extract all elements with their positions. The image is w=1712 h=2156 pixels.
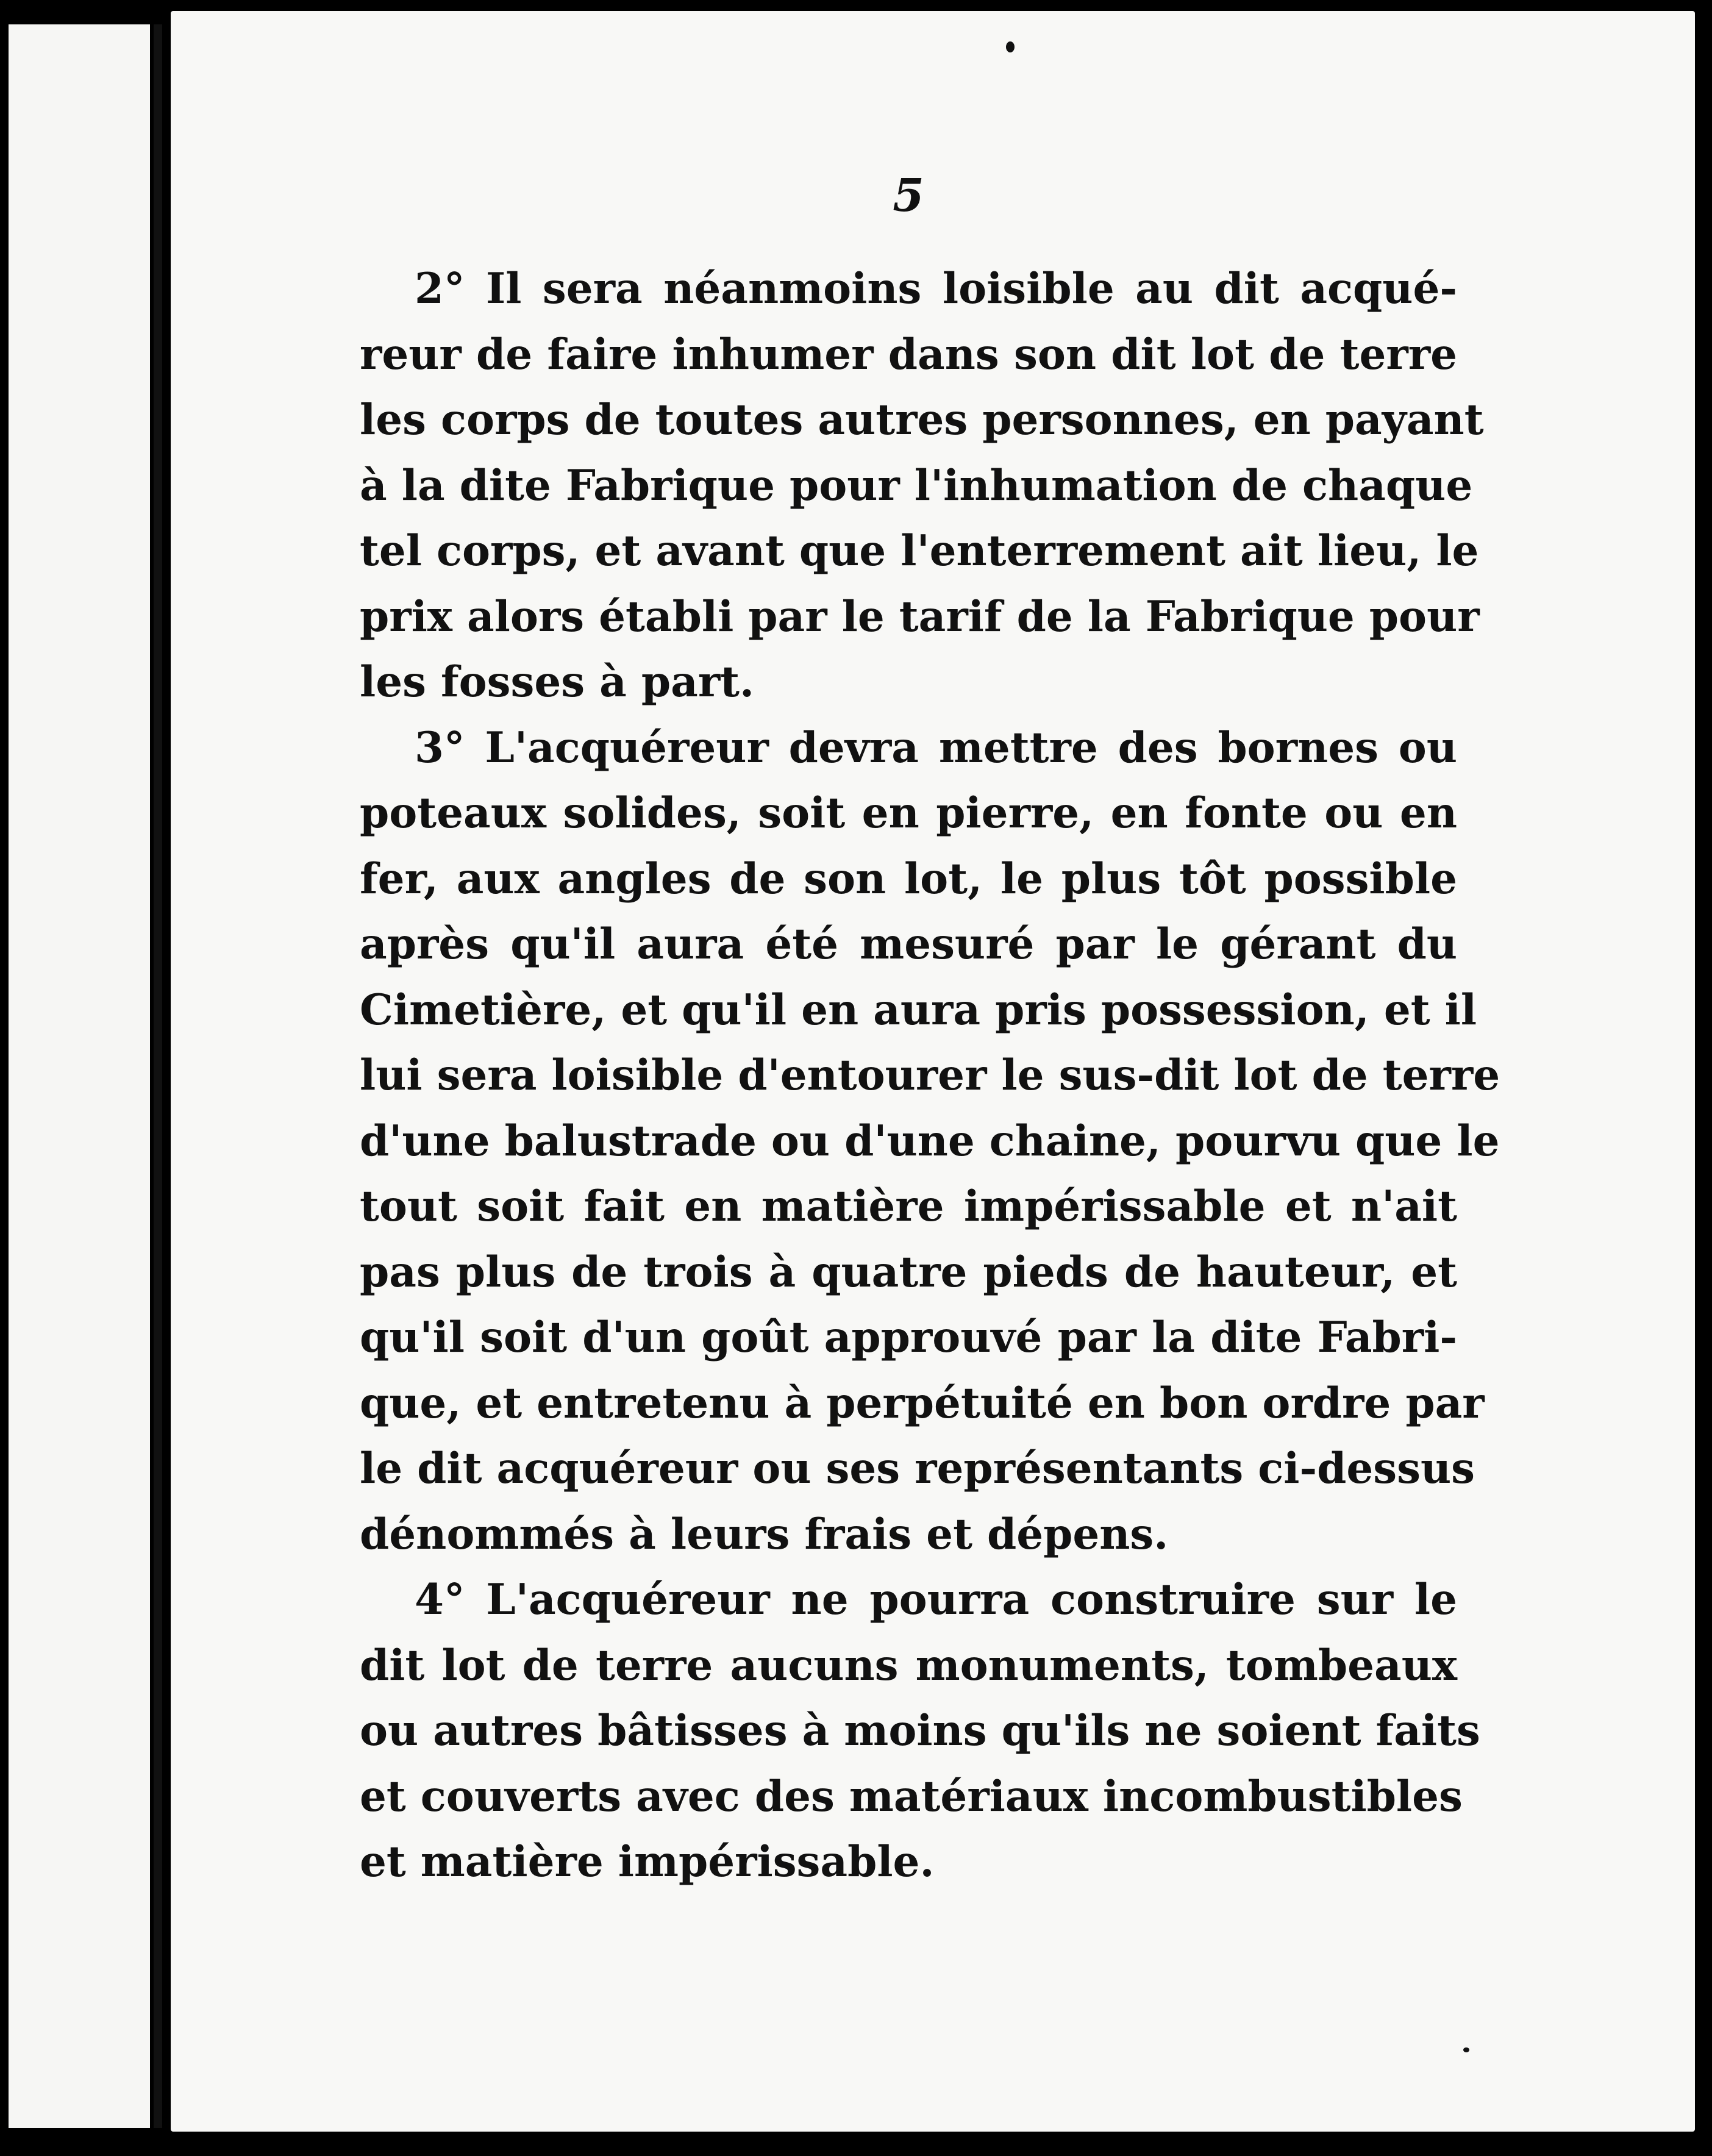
ink-speck (1006, 41, 1015, 52)
previous-page-edge (9, 24, 150, 2128)
text-line: d'une balustrade ou d'une chaine, pourvu que le (360, 1116, 1500, 1166)
ink-speck (1463, 2047, 1469, 2052)
text-line: lui sera loisible d'entourer le sus-dit lot de terre (360, 1051, 1500, 1100)
text-line: dénommés à leurs frais et dépens. (360, 1509, 1169, 1559)
text-line: tel corps, et avant que l'enterrement ait lieu, le (360, 526, 1479, 576)
text-line: et couverts avec des matériaux incombustibles (360, 1771, 1463, 1821)
text-line: les corps de toutes autres personnes, en payant (360, 395, 1484, 444)
page-number: 5 (893, 170, 924, 222)
paragraph-3 (360, 715, 1500, 1568)
binding-shadow (154, 24, 162, 2128)
text-line: reur de faire inhumer dans son dit lot de terre (360, 329, 1457, 379)
text-line: fer, aux angles de son lot, le plus tôt possible (360, 854, 1457, 904)
text-line: dit lot de terre aucuns monuments, tombeaux (360, 1640, 1457, 1690)
text-line: tout soit fait en matière impérissable et n'ait (360, 1182, 1457, 1231)
text-line: les fosses à part. (360, 657, 755, 707)
body-text (360, 256, 1500, 1895)
paragraph-4 (360, 1567, 1480, 1895)
text-line: 2° Il sera néanmoins loisible au dit acqué- (415, 264, 1457, 313)
text-line: qu'il soit d'un goût approuvé par la dite Fabri- (360, 1313, 1457, 1362)
text-line: poteaux solides, soit en pierre, en fonte ou en (360, 788, 1457, 838)
text-line: 4° L'acquéreur ne pourra construire sur le (415, 1575, 1457, 1624)
text-line: 3° L'acquéreur devra mettre des bornes ou (415, 723, 1457, 773)
text-line: après qu'il aura été mesuré par le gérant du (360, 919, 1457, 969)
text-line: le dit acquéreur ou ses représentants ci-dessus (360, 1444, 1475, 1493)
text-line: ou autres bâtisses à moins qu'ils ne soient faits (360, 1706, 1480, 1755)
text-line: pas plus de trois à quatre pieds de hauteur, et (360, 1247, 1457, 1297)
text-line: à la dite Fabrique pour l'inhumation de chaque (360, 460, 1473, 510)
paragraph-2 (360, 256, 1484, 715)
text-line: que, et entretenu à perpétuité en bon ordre par (360, 1378, 1485, 1428)
text-line: Cimetière, et qu'il en aura pris possession, et il (360, 985, 1477, 1035)
text-line: prix alors établi par le tarif de la Fabrique pour (360, 591, 1480, 641)
text-line: et matière impérissable. (360, 1837, 935, 1887)
